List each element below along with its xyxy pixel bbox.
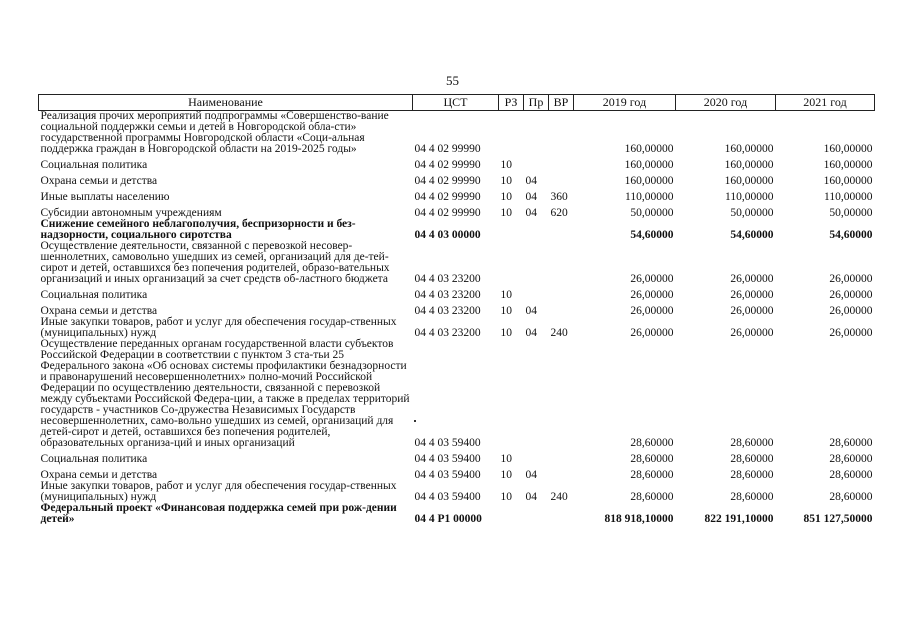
- cell-y2021: 160,00000: [823, 175, 873, 187]
- cell-vr: 240: [550, 327, 568, 339]
- cell-y2020: 50,00000: [730, 207, 774, 219]
- table-row: [39, 339, 875, 449]
- cell-y2021: 26,00000: [829, 305, 873, 317]
- cell-pr: [524, 155, 549, 171]
- cell-cst: 04 4 02 99990: [414, 191, 481, 203]
- table-row: [39, 449, 875, 465]
- table-row: [39, 317, 875, 339]
- cell-y2019: 818 918,10000: [604, 513, 674, 525]
- cell-cst: 04 4 03 23200: [414, 305, 481, 317]
- cell-cst: 04 4 03 59400: [414, 453, 481, 465]
- table-row: [39, 241, 875, 285]
- cell-vr: 360: [550, 191, 568, 203]
- cell-vr: [549, 241, 574, 285]
- cell-name: Реализация прочих мероприятий подпрограммы «Совершенство-вание социальной поддержки семьи и детей в Новгородской обла-сти» государственной программы Новгородской области «Соци-альная поддержка граждан в Новгородской области на 2019-2025 годы»: [40, 110, 389, 155]
- header-2021: 2021 год: [776, 95, 875, 111]
- cell-name: Охрана семьи и детства: [40, 305, 158, 317]
- cell-cst: 04 4 02 99990: [414, 175, 481, 187]
- cell-y2020: 28,60000: [730, 453, 774, 465]
- cell-y2021: 160,00000: [823, 143, 873, 155]
- cell-y2021: 160,00000: [823, 159, 873, 171]
- cell-vr: 620: [550, 207, 568, 219]
- cell-rz: 10: [500, 175, 512, 187]
- cell-y2019: 160,00000: [624, 159, 674, 171]
- cell-y2019: 28,60000: [630, 491, 674, 503]
- cell-vr: 240: [550, 491, 568, 503]
- table-row: [39, 503, 875, 525]
- cell-pr: 04: [525, 175, 537, 187]
- header-2019: 2019 год: [574, 95, 676, 111]
- cell-y2020: 54,60000: [730, 229, 774, 241]
- cell-vr: [549, 155, 574, 171]
- cell-name: Охрана семьи и детства: [40, 469, 158, 481]
- cell-y2020: 28,60000: [730, 437, 774, 449]
- cell-cst: 04 4 03 59400: [414, 469, 481, 481]
- cell-y2019: 28,60000: [630, 469, 674, 481]
- cell-cst: 04 4 02 99990: [414, 159, 481, 171]
- cell-name: Федеральный проект «Финансовая поддержка семей при рож-дении детей»: [40, 502, 397, 525]
- cell-name: Социальная политика: [40, 159, 148, 171]
- cell-cst: 04 4 03 59400: [414, 437, 481, 449]
- cell-pr: 04: [525, 491, 537, 503]
- cell-y2021: 28,60000: [829, 469, 873, 481]
- cell-rz: 10: [500, 289, 512, 301]
- cell-name: Охрана семьи и детства: [40, 175, 158, 187]
- cell-y2021: 50,00000: [829, 207, 873, 219]
- cell-y2019: 50,00000: [630, 207, 674, 219]
- cell-cst: 04 4 03 23200: [414, 289, 481, 301]
- cell-vr: [549, 449, 574, 465]
- cell-y2020: 160,00000: [724, 143, 774, 155]
- cell-pr: [524, 219, 549, 241]
- cell-rz: [499, 111, 524, 156]
- cell-y2019: 26,00000: [630, 273, 674, 285]
- cell-name: Снижение семейного неблагополучия, беспризорности и без-надзорности, социального сиротства: [40, 218, 356, 241]
- cell-y2019: 160,00000: [624, 175, 674, 187]
- header-rz: РЗ: [499, 95, 524, 111]
- cell-y2021: 28,60000: [829, 437, 873, 449]
- cell-cst: 04 4 03 00000: [414, 229, 481, 241]
- cell-rz: 10: [500, 327, 512, 339]
- table-header: [39, 95, 875, 111]
- cell-y2019: 110,00000: [625, 191, 674, 203]
- cell-y2021: 26,00000: [829, 289, 873, 301]
- cell-name: Осуществление деятельности, связанной с перевозкой несовер-шеннолетних, самовольно ушедших из семей, организаций для де-тей-сирот и детей, оставшихся без попечения родителей, образо-вательных организаций и иных организаций за счет средств об-ластного бюджета: [40, 240, 390, 285]
- cell-pr: 04: [525, 305, 537, 317]
- cell-pr: 04: [525, 207, 537, 219]
- cell-rz: [499, 241, 524, 285]
- cell-vr: [549, 219, 574, 241]
- table-row: [39, 187, 875, 203]
- table-row: [39, 481, 875, 503]
- cell-rz: [499, 339, 524, 449]
- header-name: Наименование: [39, 95, 413, 111]
- cell-name: Иные закупки товаров, работ и услуг для обеспечения государ-ственных (муниципальных) нужд: [40, 316, 397, 339]
- cell-vr: [549, 171, 574, 187]
- cell-name: Социальная политика: [40, 289, 148, 301]
- cell-y2021: 26,00000: [829, 327, 873, 339]
- page-number: 55: [446, 73, 459, 88]
- table-row: [39, 111, 875, 156]
- cell-rz: 10: [500, 207, 512, 219]
- cell-y2020: 160,00000: [724, 175, 774, 187]
- table-row: [39, 301, 875, 317]
- header-row: [39, 95, 875, 111]
- cell-pr: [524, 503, 549, 525]
- cell-cst: 04 4 02 99990: [414, 143, 481, 155]
- cell-cst: 04 4 03 59400: [414, 491, 481, 503]
- cell-y2021: 28,60000: [829, 453, 873, 465]
- cell-name: Иные закупки товаров, работ и услуг для обеспечения государ-ственных (муниципальных) нужд: [40, 480, 397, 503]
- cell-pr: 04: [525, 469, 537, 481]
- cell-name: Иные выплаты населению: [40, 191, 170, 203]
- cell-y2019: 54,60000: [630, 229, 674, 241]
- cell-pr: [524, 111, 549, 156]
- cell-y2021: 851 127,50000: [803, 513, 873, 525]
- cell-y2021: 54,60000: [829, 229, 873, 241]
- cell-pr: [524, 449, 549, 465]
- cell-y2020: 160,00000: [724, 159, 774, 171]
- stray-mark: [414, 420, 416, 422]
- cell-cst: 04 4 02 99990: [414, 207, 481, 219]
- cell-name: Социальная политика: [40, 453, 148, 465]
- cell-y2019: 28,60000: [630, 437, 674, 449]
- table-row: [39, 203, 875, 219]
- cell-vr: [549, 339, 574, 449]
- cell-y2021: 28,60000: [829, 491, 873, 503]
- cell-rz: 10: [500, 191, 512, 203]
- cell-pr: [524, 285, 549, 301]
- table-row: [39, 219, 875, 241]
- cell-y2019: 28,60000: [630, 453, 674, 465]
- cell-rz: 10: [500, 305, 512, 317]
- cell-y2020: 28,60000: [730, 469, 774, 481]
- cell-y2019: 26,00000: [630, 305, 674, 317]
- cell-cst: 04 4 03 23200: [414, 273, 481, 285]
- cell-y2020: 26,00000: [730, 327, 774, 339]
- cell-pr: [524, 339, 549, 449]
- table-row: [39, 155, 875, 171]
- cell-rz: 10: [500, 159, 512, 171]
- cell-y2020: 28,60000: [730, 491, 774, 503]
- cell-vr: [549, 503, 574, 525]
- cell-y2021: 110,00000: [824, 191, 873, 203]
- cell-vr: [549, 285, 574, 301]
- header-pr: Пр: [524, 95, 549, 111]
- header-vr: ВР: [549, 95, 574, 111]
- cell-y2020: 110,00000: [725, 191, 774, 203]
- cell-name: Субсидии автономным учреждениям: [40, 207, 222, 219]
- table-body: [39, 111, 875, 526]
- cell-name: Осуществление переданных органам государственной власти субъектов Российской Федерации в соответствии с пунктом 3 ста-тьи 25 Федерального закона «Об основах системы профилактики безнадзорности и правонарушений несовершеннолетних» полно-мочий Российской Федерации по осуществлению деятельности, связанной с перевозкой между субъектами Российской Федера-ции, а также в пределах территорий государств - участников Со-дружества Независимых Государств несовершеннолетних, само-вольно ушедших из семей, организаций для детей-сирот и детей, оставшихся без попечения родителей, образовательных организа-ций и иных организаций: [40, 338, 410, 449]
- cell-vr: [549, 465, 574, 481]
- cell-cst: 04 4 03 23200: [414, 327, 481, 339]
- budget-table: [38, 94, 875, 525]
- cell-y2020: 26,00000: [730, 305, 774, 317]
- cell-rz: 10: [500, 453, 512, 465]
- cell-y2019: 160,00000: [624, 143, 674, 155]
- table-row: [39, 465, 875, 481]
- cell-y2019: 26,00000: [630, 327, 674, 339]
- table-row: [39, 171, 875, 187]
- cell-rz: 10: [500, 491, 512, 503]
- cell-rz: [499, 219, 524, 241]
- cell-y2021: 26,00000: [829, 273, 873, 285]
- cell-pr: 04: [525, 191, 537, 203]
- header-2020: 2020 год: [676, 95, 776, 111]
- cell-rz: [499, 503, 524, 525]
- cell-vr: [549, 301, 574, 317]
- cell-vr: [549, 111, 574, 156]
- cell-cst: 04 4 P1 00000: [414, 513, 482, 525]
- table-row: [39, 285, 875, 301]
- header-cst: ЦСТ: [413, 95, 499, 111]
- cell-pr: [524, 241, 549, 285]
- cell-y2020: 26,00000: [730, 289, 774, 301]
- cell-y2020: 822 191,10000: [704, 513, 774, 525]
- cell-rz: 10: [500, 469, 512, 481]
- cell-y2019: 26,00000: [630, 289, 674, 301]
- cell-y2020: 26,00000: [730, 273, 774, 285]
- cell-pr: 04: [525, 327, 537, 339]
